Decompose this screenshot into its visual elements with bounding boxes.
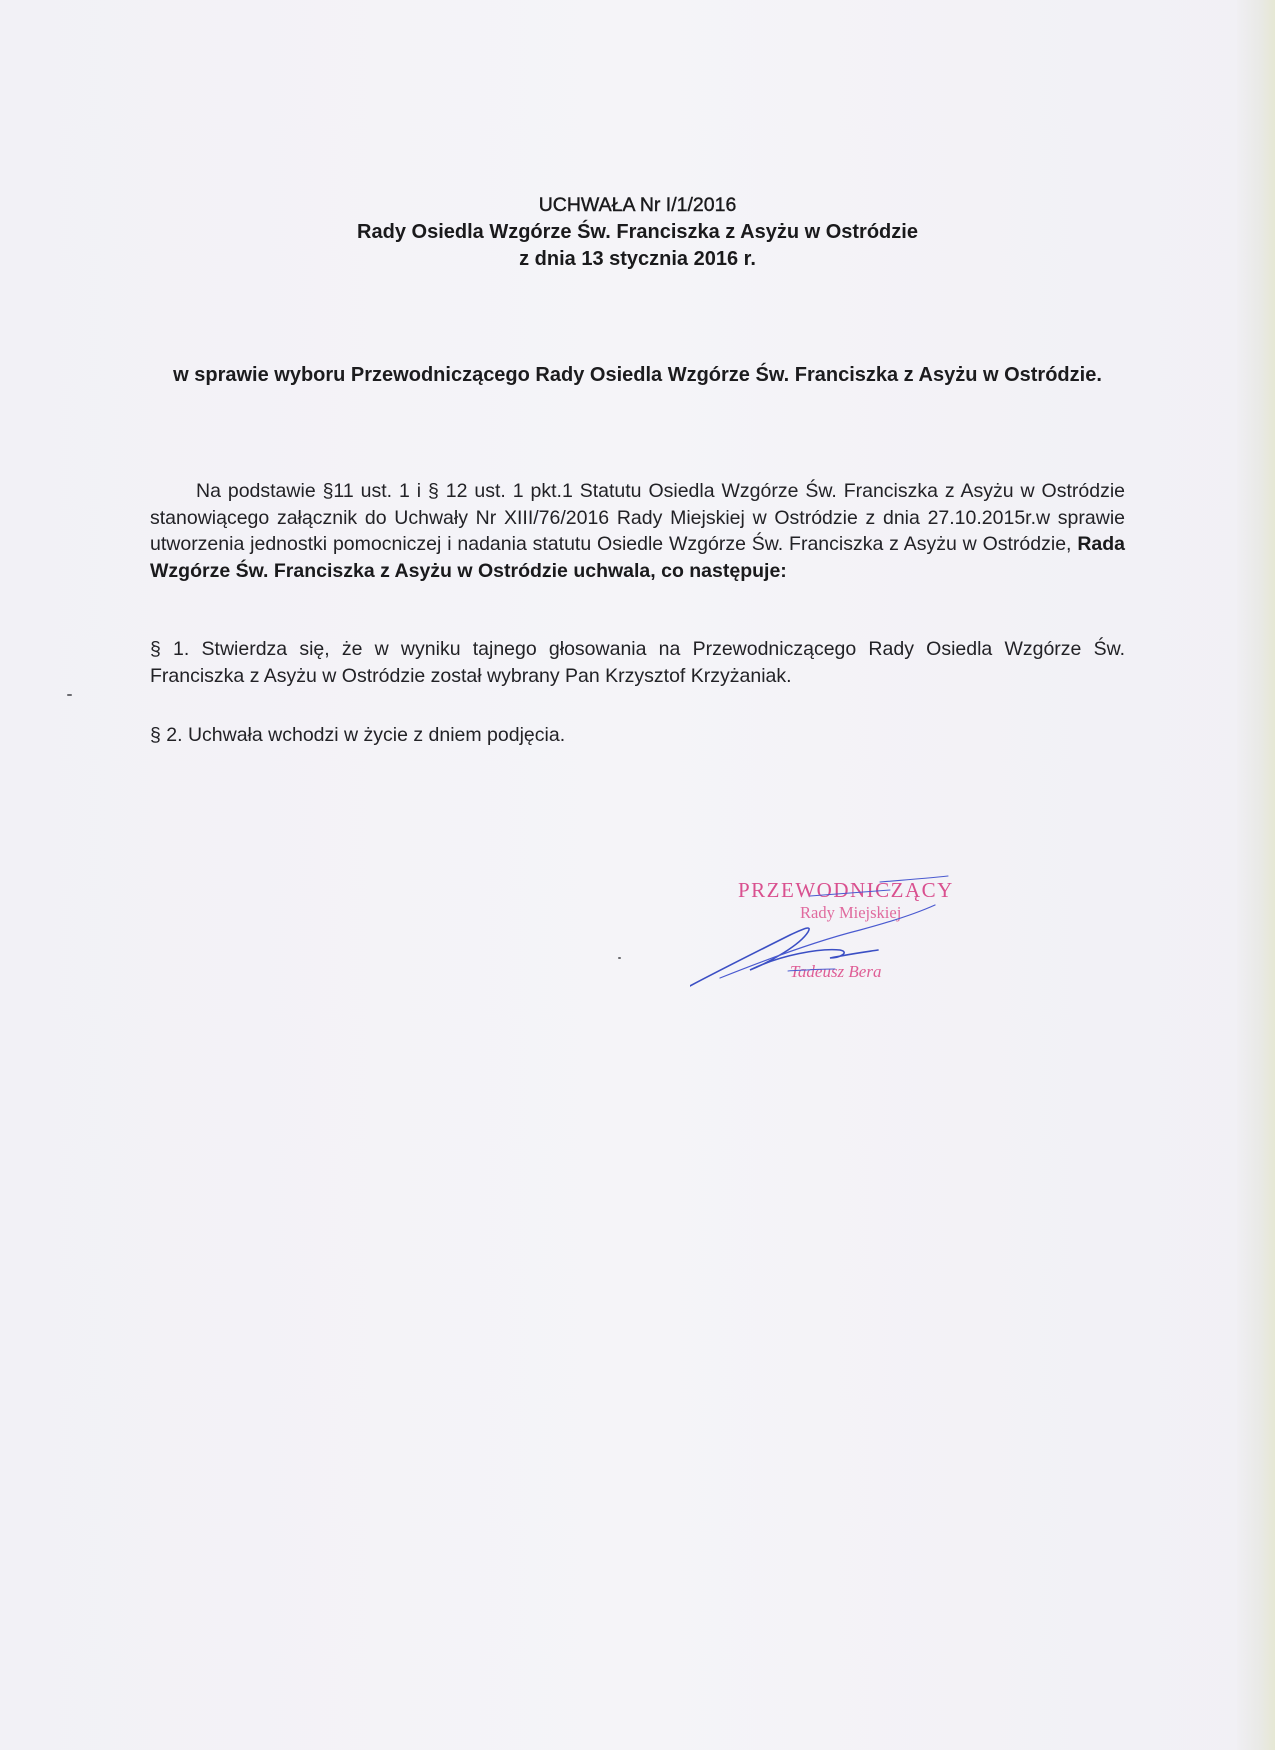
section-1-label: § 1. — [150, 638, 190, 660]
handwritten-signature — [690, 870, 1010, 990]
chairman-stamp — [690, 870, 1010, 990]
section-1-text: Stwierdza się, że w wyniku tajnego głosowania na — [201, 638, 681, 660]
resolution-header — [0, 192, 1275, 273]
scan-speck — [618, 957, 621, 959]
stamp-title: PRZEWODNICZĄCY — [738, 878, 954, 902]
resolution-issuer: Rady Osiedla Wzgórze Św. Franciszka z Asyżu w Ostródzie — [357, 221, 918, 243]
resolution-date: z dnia 13 stycznia 2016 r. — [519, 248, 756, 270]
section-2-text: Uchwała wchodzi w życie z dniem podjęcia. — [187, 724, 566, 746]
resolution-title: UCHWAŁA Nr I/1/2016 — [538, 194, 737, 216]
stamp-subtitle: Rady Miejskiej — [800, 903, 902, 922]
section-1 — [150, 636, 1125, 689]
legal-basis-bold: Rada Wzgórze Św. Franciszka z Asyżu w Ostródzie uchwala, co następuje: — [150, 533, 1126, 582]
section-2-label: § 2. — [150, 724, 183, 746]
scan-speck — [67, 694, 72, 696]
legal-basis-text: Na podstawie §11 ust. 1 i § 12 ust. 1 pkt.1 Statutu Osiedla Wzgórze Św. Franciszka z Asyżu w Ostródzie stanowiącego załącznik do Uchwały Nr XIII/76/2016 Rady Miejskiej w Ostródzie z dnia 27.10.2015r.w sprawie utworzenia jednostki pomocniczej i nadania statutu Osiedle Wzgórze Św. Franciszka z Asyżu w Ostródzie, — [150, 480, 1125, 555]
legal-basis-paragraph — [150, 478, 1125, 584]
section-1-bold: Przewodniczącego Rady Osiedla Wzgórze Św. Franciszka z Asyżu w Ostródzie został wybrany Pan Krzysztof Krzyżaniak. — [150, 638, 1126, 687]
resolution-subject: w sprawie wyboru Przewodniczącego Rady Osiedla Wzgórze Św. Franciszka z Asyżu w Ostródzie. — [173, 364, 1102, 386]
stamp-name: Tadeusz Bera — [790, 962, 882, 981]
section-2 — [150, 722, 1125, 749]
